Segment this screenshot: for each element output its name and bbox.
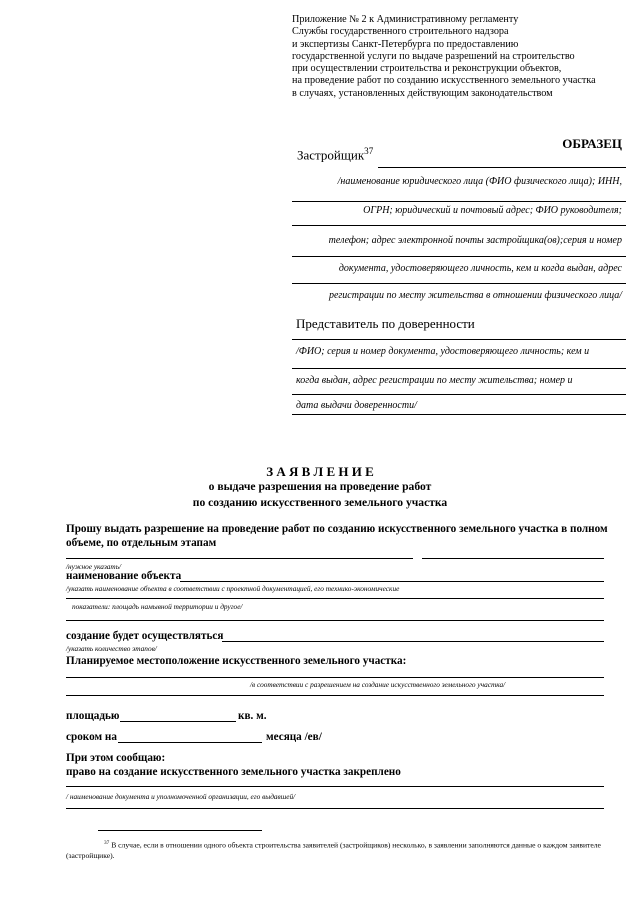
object-name-label: наименование объекта xyxy=(66,570,182,582)
request-field-line[interactable] xyxy=(66,558,413,559)
footnote-number: 37 xyxy=(104,840,110,846)
object-name-field[interactable] xyxy=(180,581,604,582)
term-unit: месяца /ев/ xyxy=(266,731,322,743)
document-title: З А Я В Л Е Н И Е xyxy=(266,464,374,479)
request-text-line-1: Прошу выдать разрешение на проведение работ по созданию искусственного земельного участка в полном xyxy=(66,523,608,535)
area-field[interactable] xyxy=(120,721,236,722)
stages-label: создание будет осуществляться xyxy=(66,630,224,642)
developer-field-line[interactable] xyxy=(292,283,626,284)
developer-footnote-ref: 37 xyxy=(364,146,374,156)
appendix-line: Службы государственного строительного надзора xyxy=(292,26,509,38)
developer-hint-2: ОГРН; юридический и почтовый адрес; ФИО руководителя; xyxy=(363,205,622,216)
developer-hint-3: телефон; адрес электронной почты застройщика(ов);серия и номер xyxy=(328,235,622,246)
right-field[interactable] xyxy=(66,808,604,809)
document-subtitle-1: о выдаче разрешения на проведение работ xyxy=(208,480,432,493)
developer-field-line[interactable] xyxy=(292,225,626,226)
representative-hint-1: /ФИО; серия и номер документа, удостоверяющего личность; кем и xyxy=(296,346,590,357)
footnote xyxy=(66,838,618,861)
footnote-text: В случае, если в отношении одного объекта строительства заявителей (застройщиков) несколько, в заявлении заполняются данные о каждом заявителе (застройщике). xyxy=(66,840,601,860)
right-field[interactable] xyxy=(66,786,604,787)
developer-label xyxy=(297,146,373,163)
term-field[interactable] xyxy=(118,742,262,743)
representative-field-line[interactable] xyxy=(292,339,626,340)
developer-hint-4: документа, удостоверяющего личность, кем и когда выдан, адрес xyxy=(338,263,622,274)
representative-label: Представитель по доверенности xyxy=(296,316,475,331)
right-label: право на создание искусственного земельного участка закреплено xyxy=(66,766,401,778)
specify-hint: /нужное указать/ xyxy=(66,562,122,571)
object-hint-2: показатели: площадь намывной территории и другое/ xyxy=(72,602,243,611)
request-field-line[interactable] xyxy=(422,558,604,559)
term-label: сроком на xyxy=(66,731,117,743)
right-hint: / наименование документа и уполномоченной организации, его выдавшей/ xyxy=(66,792,296,801)
object-hint-1: /указать наименование объекта в соответствии с проектной документацией, его технико-экономические xyxy=(66,584,400,593)
developer-hint-5: регистрации по месту жительства в отношении физического лица/ xyxy=(328,290,622,301)
location-label: Планируемое местоположение искусственного земельного участка: xyxy=(66,655,407,667)
developer-field-line[interactable] xyxy=(292,201,626,202)
stages-field[interactable] xyxy=(222,641,604,642)
request-text-line-2: объеме, по отдельным этапам xyxy=(66,537,217,549)
representative-field-line[interactable] xyxy=(292,394,626,395)
representative-hint-3: дата выдачи доверенности/ xyxy=(296,400,417,411)
representative-field-line[interactable] xyxy=(292,368,626,369)
stages-hint: /указать количество этапов/ xyxy=(66,644,157,653)
object-name-field[interactable] xyxy=(66,598,604,599)
location-hint: /в соответствии с разрешением на создание искусственного земельного участка/ xyxy=(250,680,506,689)
object-name-field[interactable] xyxy=(66,620,604,621)
appendix-line: при осуществлении строительства и реконструкции объектов, xyxy=(292,63,562,75)
representative-field-line[interactable] xyxy=(292,414,626,415)
area-label: площадью xyxy=(66,710,120,722)
developer-field-line[interactable] xyxy=(292,256,626,257)
appendix-line: и экспертизы Санкт-Петербурга по предоставлению xyxy=(292,38,519,50)
area-unit: кв. м. xyxy=(238,710,267,722)
appendix-header xyxy=(292,14,632,100)
footnote-separator xyxy=(98,830,262,831)
developer-label-text: Застройщик xyxy=(297,147,365,163)
appendix-line: государственной услуги по выдаче разрешений на строительство xyxy=(292,50,575,62)
appendix-line: в случаях, установленных действующим законодательством xyxy=(292,87,553,99)
developer-field-line[interactable] xyxy=(378,167,626,168)
document-subtitle-2: по созданию искусственного земельного участка xyxy=(192,496,448,509)
representative-hint-2: когда выдан, адрес регистрации по месту жительства; номер и xyxy=(296,375,573,386)
appendix-line: Приложение № 2 к Административному регламенту xyxy=(292,14,519,25)
location-field[interactable] xyxy=(66,695,604,696)
notice-label: При этом сообщаю: xyxy=(66,752,166,764)
location-field[interactable] xyxy=(66,677,604,678)
sample-label: ОБРАЗЕЦ xyxy=(562,136,622,151)
appendix-line: на проведение работ по созданию искусственного земельного участка xyxy=(292,75,596,87)
developer-hint-1: /наименование юридического лица (ФИО физического лица); ИНН, xyxy=(337,176,622,187)
